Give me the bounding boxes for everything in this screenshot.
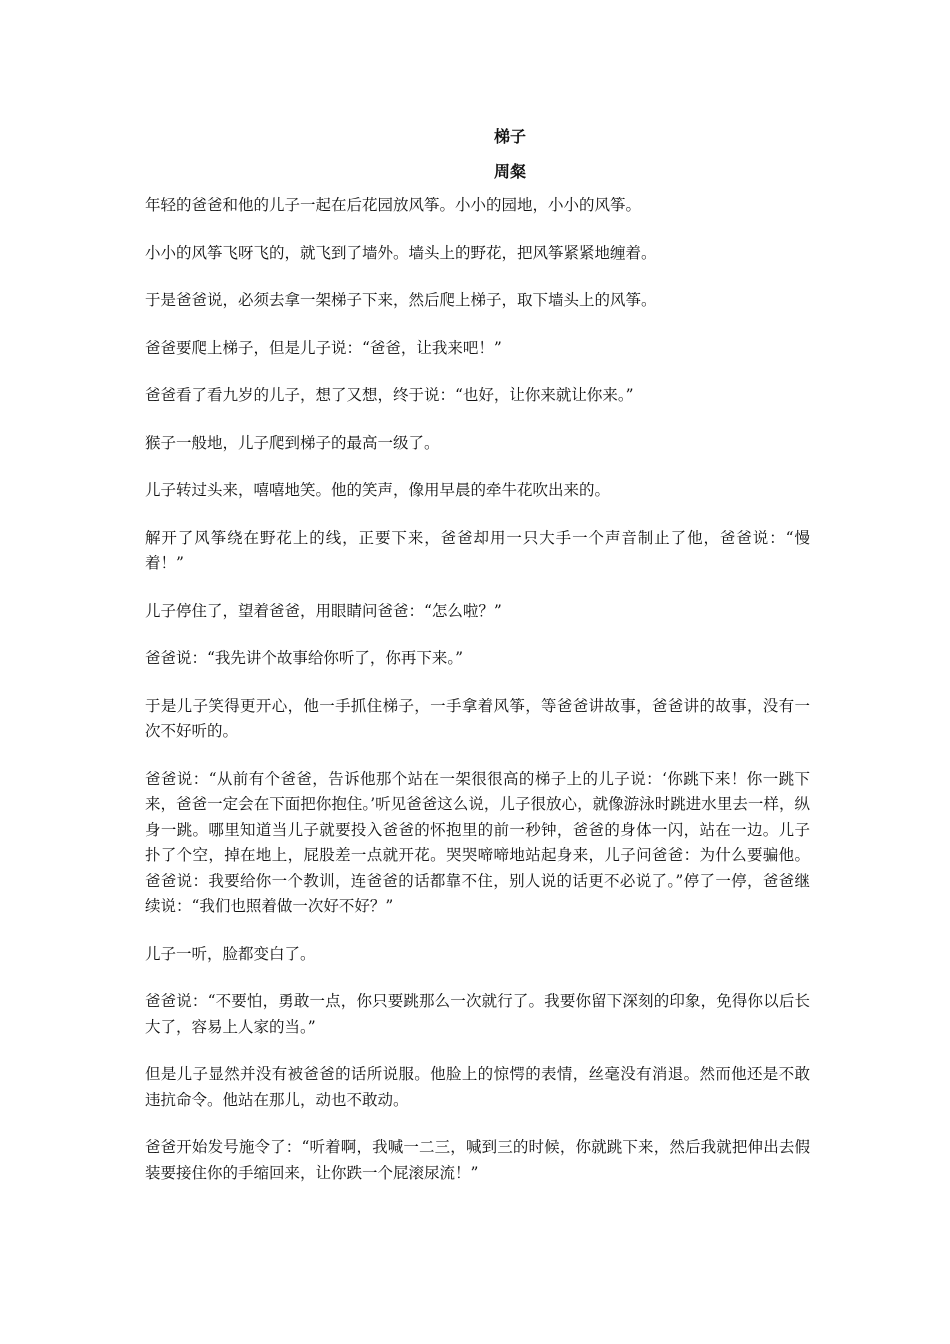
paragraph: 儿子停住了，望着爸爸，用眼睛问爸爸：“怎么啦？”: [145, 601, 502, 620]
paragraph: 解开了风筝绕在野花上的线，正要下来，爸爸却用一只大手一个声音制止了他，爸爸说：“慢着！”: [145, 528, 810, 572]
paragraph: 但是儿子显然并没有被爸爸的话所说服。他脸上的惊愕的表情，丝毫没有消退。然而他还是不敢违抗命令。他站在那儿，动也不敢动。: [145, 1065, 810, 1109]
paragraph: 年轻的爸爸和他的儿子一起在后花园放风筝。小小的园地，小小的风筝。: [145, 196, 642, 214]
document-body: [145, 193, 810, 1208]
paragraph: 猴子一般地，儿子爬到梯子的最高一级了。: [145, 433, 440, 452]
paragraph: 爸爸说：“从前有个爸爸，告诉他那个站在一架很很高的梯子上的儿子说：‘你跳下来！你一跳下来，爸爸一定会在下面把你抱住。’听见爸爸这么说，儿子很放心，就像游泳时跳进水里去一样，纵身一跳。哪里知道当儿子就要投入爸爸的怀抱里的前一秒钟，爸爸的身体一闪，站在一边。儿子扑了个空，掉在地上，屁股差一点就开花。哭哭啼啼地站起身来，儿子问爸爸：为什么要骗他。爸爸说：我要给你一个教训，连爸爸的话都靠不住，别人说的话更不必说了。”停了一停，爸爸继续说：“我们也照着做一次好不好？”: [145, 769, 810, 915]
paragraph: 爸爸看了看九岁的儿子，想了又想，终于说：“也好，让你来就让你来。”: [145, 386, 634, 404]
document-title: 梯子: [493, 127, 526, 146]
paragraph: 爸爸说：“我先讲个故事给你听了，你再下来。”: [145, 649, 464, 667]
paragraph: 于是爸爸说，必须去拿一架梯子下来，然后爬上梯子，取下墙头上的风筝。: [145, 291, 657, 309]
paragraph: 爸爸要爬上梯子，但是儿子说：“爸爸，让我来吧！”: [145, 338, 502, 357]
paragraph: 小小的风筝飞呀飞的，就飞到了墙外。墙头上的野花，把风筝紧紧地缠着。: [145, 243, 657, 262]
paragraph: 爸爸开始发号施令了：“听着啊，我喊一二三，喊到三的时候，你就跳下来，然后我就把伸出去假装要接住你的手缩回来，让你跌一个屁滚尿流！”: [145, 1138, 810, 1182]
document-author: 周粲: [493, 162, 526, 181]
paragraph: 于是儿子笑得更开心，他一手抓住梯子，一手拿着风筝，等爸爸讲故事，爸爸讲的故事，没有一次不好听的。: [145, 696, 810, 740]
paragraph: 儿子一听，脸都变白了。: [145, 944, 316, 963]
paragraph: 爸爸说：“不要怕，勇敢一点，你只要跳那么一次就行了。我要你留下深刻的印象，免得你以后长大了，容易上人家的当。”: [145, 992, 810, 1036]
paragraph: 儿子转过头来，嘻嘻地笑。他的笑声，像用早晨的牵牛花吹出来的。: [145, 481, 611, 499]
